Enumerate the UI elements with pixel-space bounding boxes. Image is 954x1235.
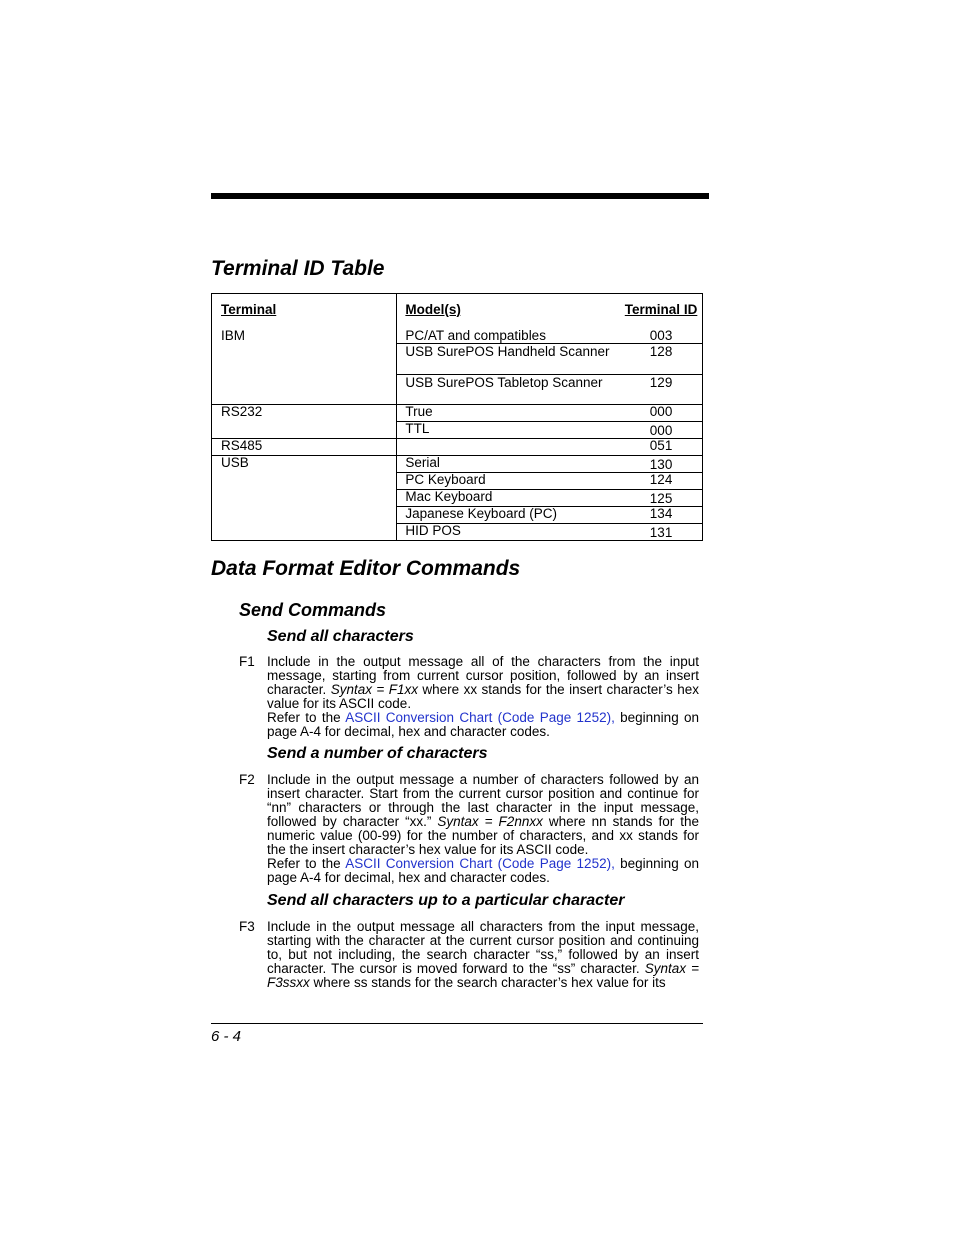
id-cell: 129	[620, 375, 702, 405]
f3-text-b: where ss stands for the search character’s hex value for its	[309, 975, 666, 990]
id-cell: 131	[620, 524, 702, 541]
model-cell: HID POS	[397, 524, 620, 541]
ascii-chart-link[interactable]: ASCII Conversion Chart (Code Page 1252),	[345, 856, 615, 871]
command-title-f1: Send all characters	[267, 628, 414, 645]
f2-refer-suffix: beginning on page A-4 for decimal, hex and character codes.	[267, 856, 700, 885]
command-description-f3	[267, 920, 699, 990]
command-title-f2: Send a number of characters	[267, 745, 488, 762]
terminal-cell: RS232	[212, 405, 397, 439]
table-row	[212, 456, 703, 473]
model-cell: PC Keyboard	[397, 473, 620, 490]
id-cell: 130	[620, 456, 702, 473]
f3-text-a: Include in the output message all characters from the input message, starting with the character at the current cursor position and continuing to, but not including, the search character “ss,” followed by an insert character. The cursor is moved forward to the “ss” character.	[267, 919, 699, 976]
command-label-f2: F2	[239, 772, 255, 787]
f2-refer	[267, 857, 699, 885]
table-row	[212, 405, 703, 422]
f3-syntax: Syntax = F3ssxx	[267, 961, 699, 990]
f3-paragraph	[267, 920, 699, 990]
id-cell: 128	[620, 344, 702, 375]
header-models: Model(s)	[397, 294, 620, 326]
model-cell: USB SurePOS Tabletop Scanner	[397, 375, 620, 405]
header-terminal: Terminal	[221, 301, 277, 317]
terminal-cell: USB	[212, 456, 397, 541]
terminal-id-table	[211, 293, 703, 541]
ascii-chart-link[interactable]: ASCII Conversion Chart (Code Page 1252),	[345, 710, 615, 725]
model-cell: USB SurePOS Handheld Scanner	[397, 344, 620, 375]
terminal-cell: RS485	[212, 439, 397, 456]
table-row	[212, 325, 703, 344]
model-cell: Mac Keyboard	[397, 490, 620, 507]
header-terminal-id: Terminal ID	[624, 302, 698, 317]
command-label-f1: F1	[239, 654, 255, 669]
id-cell: 003	[649, 328, 673, 343]
f1-syntax: Syntax = F1xx	[330, 682, 418, 697]
section-title-data-format-editor-commands: Data Format Editor Commands	[211, 557, 521, 580]
command-label-f3: F3	[239, 919, 255, 934]
model-cell: Japanese Keyboard (PC)	[397, 507, 620, 524]
table-header-row	[212, 294, 703, 326]
f1-paragraph	[267, 655, 699, 711]
command-title-f3: Send all characters up to a particular character	[267, 892, 625, 909]
page-number: 6 - 4	[211, 1028, 242, 1045]
f1-refer-prefix: Refer to the	[267, 710, 346, 725]
model-cell: TTL	[397, 422, 620, 439]
f2-paragraph	[267, 773, 699, 857]
model-cell: True	[397, 405, 620, 422]
model-cell: Serial	[397, 456, 620, 473]
table-row	[212, 439, 703, 456]
f2-text-a: Include in the output message a number of characters followed by an insert character. Start from the current cursor position and continue for “nn” characters or through the last character in the input message, followed by character “xx.”	[267, 772, 699, 829]
f2-text-b: where nn stands for the numeric value (00-99) for the number of characters, and xx stands for the the insert character’s hex value for its ASCII code.	[267, 814, 699, 857]
terminal-cell: IBM	[221, 328, 246, 343]
f1-text-a: Include in the output message all of the characters from the input message, starting from current cursor position, followed by an insert character.	[267, 654, 699, 697]
f2-syntax: Syntax = F2nnxx	[437, 814, 543, 829]
footer-rule	[211, 1023, 703, 1024]
id-cell: 125	[620, 490, 702, 507]
id-cell: 134	[620, 507, 702, 524]
f1-refer-suffix: beginning on page A-4 for decimal, hex and character codes.	[267, 710, 700, 739]
section-title-terminal-id-table: Terminal ID Table	[211, 257, 385, 280]
f1-refer	[267, 711, 699, 739]
command-description-f2	[267, 773, 699, 885]
f2-refer-prefix: Refer to the	[267, 856, 346, 871]
model-cell: PC/AT and compatibles	[397, 325, 620, 344]
id-cell: 000	[620, 422, 702, 439]
subsection-title-send-commands: Send Commands	[239, 600, 387, 620]
id-cell: 000	[620, 405, 702, 422]
model-cell	[397, 439, 620, 456]
top-rule	[211, 193, 709, 199]
command-description-f1	[267, 655, 699, 739]
f1-text-b: where xx stands for the insert character’s hex value for its ASCII code.	[267, 682, 700, 711]
id-cell: 124	[620, 473, 702, 490]
id-cell: 051	[620, 439, 702, 456]
